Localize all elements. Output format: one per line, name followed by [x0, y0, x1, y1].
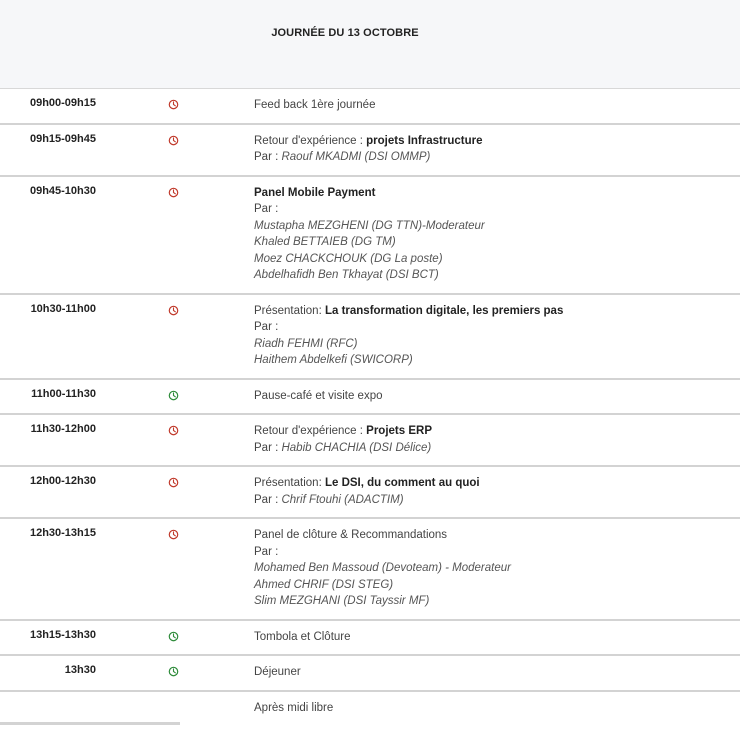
detail-prefix: Par :	[254, 151, 282, 163]
detail-prefix: Présentation:	[254, 477, 325, 489]
detail-prefix: Retour d'expérience :	[254, 425, 367, 437]
detail-line	[254, 149, 740, 166]
detail-line	[254, 527, 740, 544]
detail-prefix: Retour d'expérience :	[254, 134, 367, 147]
clock-icon	[168, 390, 179, 401]
detail-prefix: Par :	[254, 441, 282, 454]
detail-line	[254, 664, 740, 681]
time-slot: 09h00-09h15	[29, 97, 96, 109]
time-slot: 11h00-11h30	[31, 387, 96, 400]
time-slot: 13h30	[64, 664, 96, 676]
time-slot: 11h30-12h00	[30, 423, 96, 435]
clock-icon	[168, 666, 179, 677]
table-row	[0, 621, 740, 657]
table-row	[0, 656, 740, 692]
detail-line	[254, 577, 740, 594]
detail-text: Feed back 1ère journée	[254, 99, 376, 111]
speaker-name: Riadh FEHMI (RFC)	[254, 337, 358, 350]
session-title: La transformation digitale, les premiers pas	[324, 304, 564, 317]
detail-line	[254, 352, 740, 369]
schedule-table	[0, 89, 740, 725]
session-details	[254, 133, 740, 166]
detail-line	[254, 388, 740, 405]
detail-text: Par :	[254, 545, 279, 558]
time-slot: 10h30-11h00	[30, 302, 96, 315]
session-details	[254, 388, 740, 405]
speaker-name: Khaled BETTAIEB (DG TM)	[254, 236, 396, 248]
table-row	[0, 692, 740, 726]
table-row	[0, 380, 740, 416]
table-row	[0, 125, 740, 177]
clock-icon	[168, 305, 179, 316]
detail-text: Déjeuner	[254, 666, 301, 678]
session-details	[254, 303, 740, 369]
detail-line	[254, 267, 740, 284]
detail-line	[254, 423, 740, 440]
table-row	[0, 415, 740, 467]
detail-line	[254, 560, 740, 577]
detail-line	[254, 319, 740, 336]
detail-line	[254, 97, 740, 114]
session-details	[254, 185, 740, 284]
detail-line	[254, 700, 740, 717]
speaker-name: Chrif Ftouhi (ADACTIM)	[281, 493, 404, 506]
detail-text: Tombola et Clôture	[254, 630, 351, 643]
detail-line	[254, 251, 740, 268]
session-details	[254, 97, 740, 114]
detail-line	[254, 185, 740, 202]
time-slot: 12h30-13h15	[29, 527, 96, 539]
footer-divider	[0, 722, 180, 725]
speaker-name: Abdelhafidh Ben Tkhayat (DSI BCT)	[254, 269, 439, 281]
speaker-name: Slim MEZGHANI (DSI Tayssir MF)	[254, 595, 430, 607]
detail-line	[254, 336, 740, 353]
detail-line	[254, 544, 740, 561]
clock-icon	[168, 425, 179, 436]
speaker-name: Moez CHACKCHOUK (DG La poste)	[254, 252, 443, 265]
session-details	[254, 664, 740, 681]
speaker-name: Mustapha MEZGHENI (DG TTN)-Moderateur	[254, 219, 485, 232]
detail-line	[254, 492, 740, 509]
table-row	[0, 177, 740, 295]
table-row	[0, 295, 740, 380]
speaker-name: Mohamed Ben Massoud (Devoteam) - Moderateur	[254, 562, 511, 574]
detail-line	[254, 593, 740, 610]
session-title: Le DSI, du comment au quoi	[324, 477, 480, 489]
table-row	[0, 519, 740, 621]
detail-text: Par :	[254, 321, 279, 333]
detail-line	[254, 303, 740, 320]
detail-line	[254, 218, 740, 235]
detail-line	[254, 629, 740, 646]
time-slot: 09h45-10h30	[29, 184, 96, 197]
session-details	[254, 475, 740, 508]
detail-prefix: Par :	[254, 493, 282, 506]
speaker-name: Haithem Abdelkefi (SWICORP)	[254, 354, 413, 366]
schedule-header	[0, 0, 740, 89]
detail-line	[254, 201, 740, 218]
time-slot: 13h15-13h30	[29, 628, 96, 641]
detail-text: Par :	[254, 203, 279, 215]
detail-line	[254, 234, 740, 251]
detail-prefix: Présentation:	[254, 304, 325, 317]
time-slot: 12h00-12h30	[29, 475, 96, 487]
session-details	[254, 423, 740, 456]
table-row	[0, 89, 740, 125]
time-slot: 09h15-09h45	[29, 132, 96, 145]
detail-text: Panel de clôture & Recommandations	[254, 529, 448, 541]
clock-icon	[168, 529, 179, 540]
detail-line	[254, 133, 740, 150]
session-details	[254, 629, 740, 646]
detail-line	[254, 440, 740, 457]
clock-icon	[168, 99, 179, 110]
detail-text: Pause-café et visite expo	[254, 389, 383, 402]
session-details	[254, 700, 740, 717]
clock-icon	[168, 477, 179, 488]
session-details	[254, 527, 740, 610]
clock-icon	[168, 187, 179, 198]
speaker-name: Raouf MKADMI (DSI OMMP)	[281, 151, 431, 163]
speaker-name: Habib CHACHIA (DSI Délice)	[281, 441, 432, 454]
session-title: projets Infrastructure	[366, 134, 483, 147]
speaker-name: Ahmed CHRIF (DSI STEG)	[254, 578, 394, 591]
table-row	[0, 467, 740, 519]
detail-line	[254, 475, 740, 492]
clock-icon	[168, 631, 179, 642]
session-title: Panel Mobile Payment	[254, 186, 376, 199]
page-title: JOURNÉE DU 13 OCTOBRE	[271, 27, 419, 39]
clock-icon	[168, 135, 179, 146]
session-title: Projets ERP	[366, 425, 432, 437]
detail-text: Après midi libre	[254, 701, 334, 714]
